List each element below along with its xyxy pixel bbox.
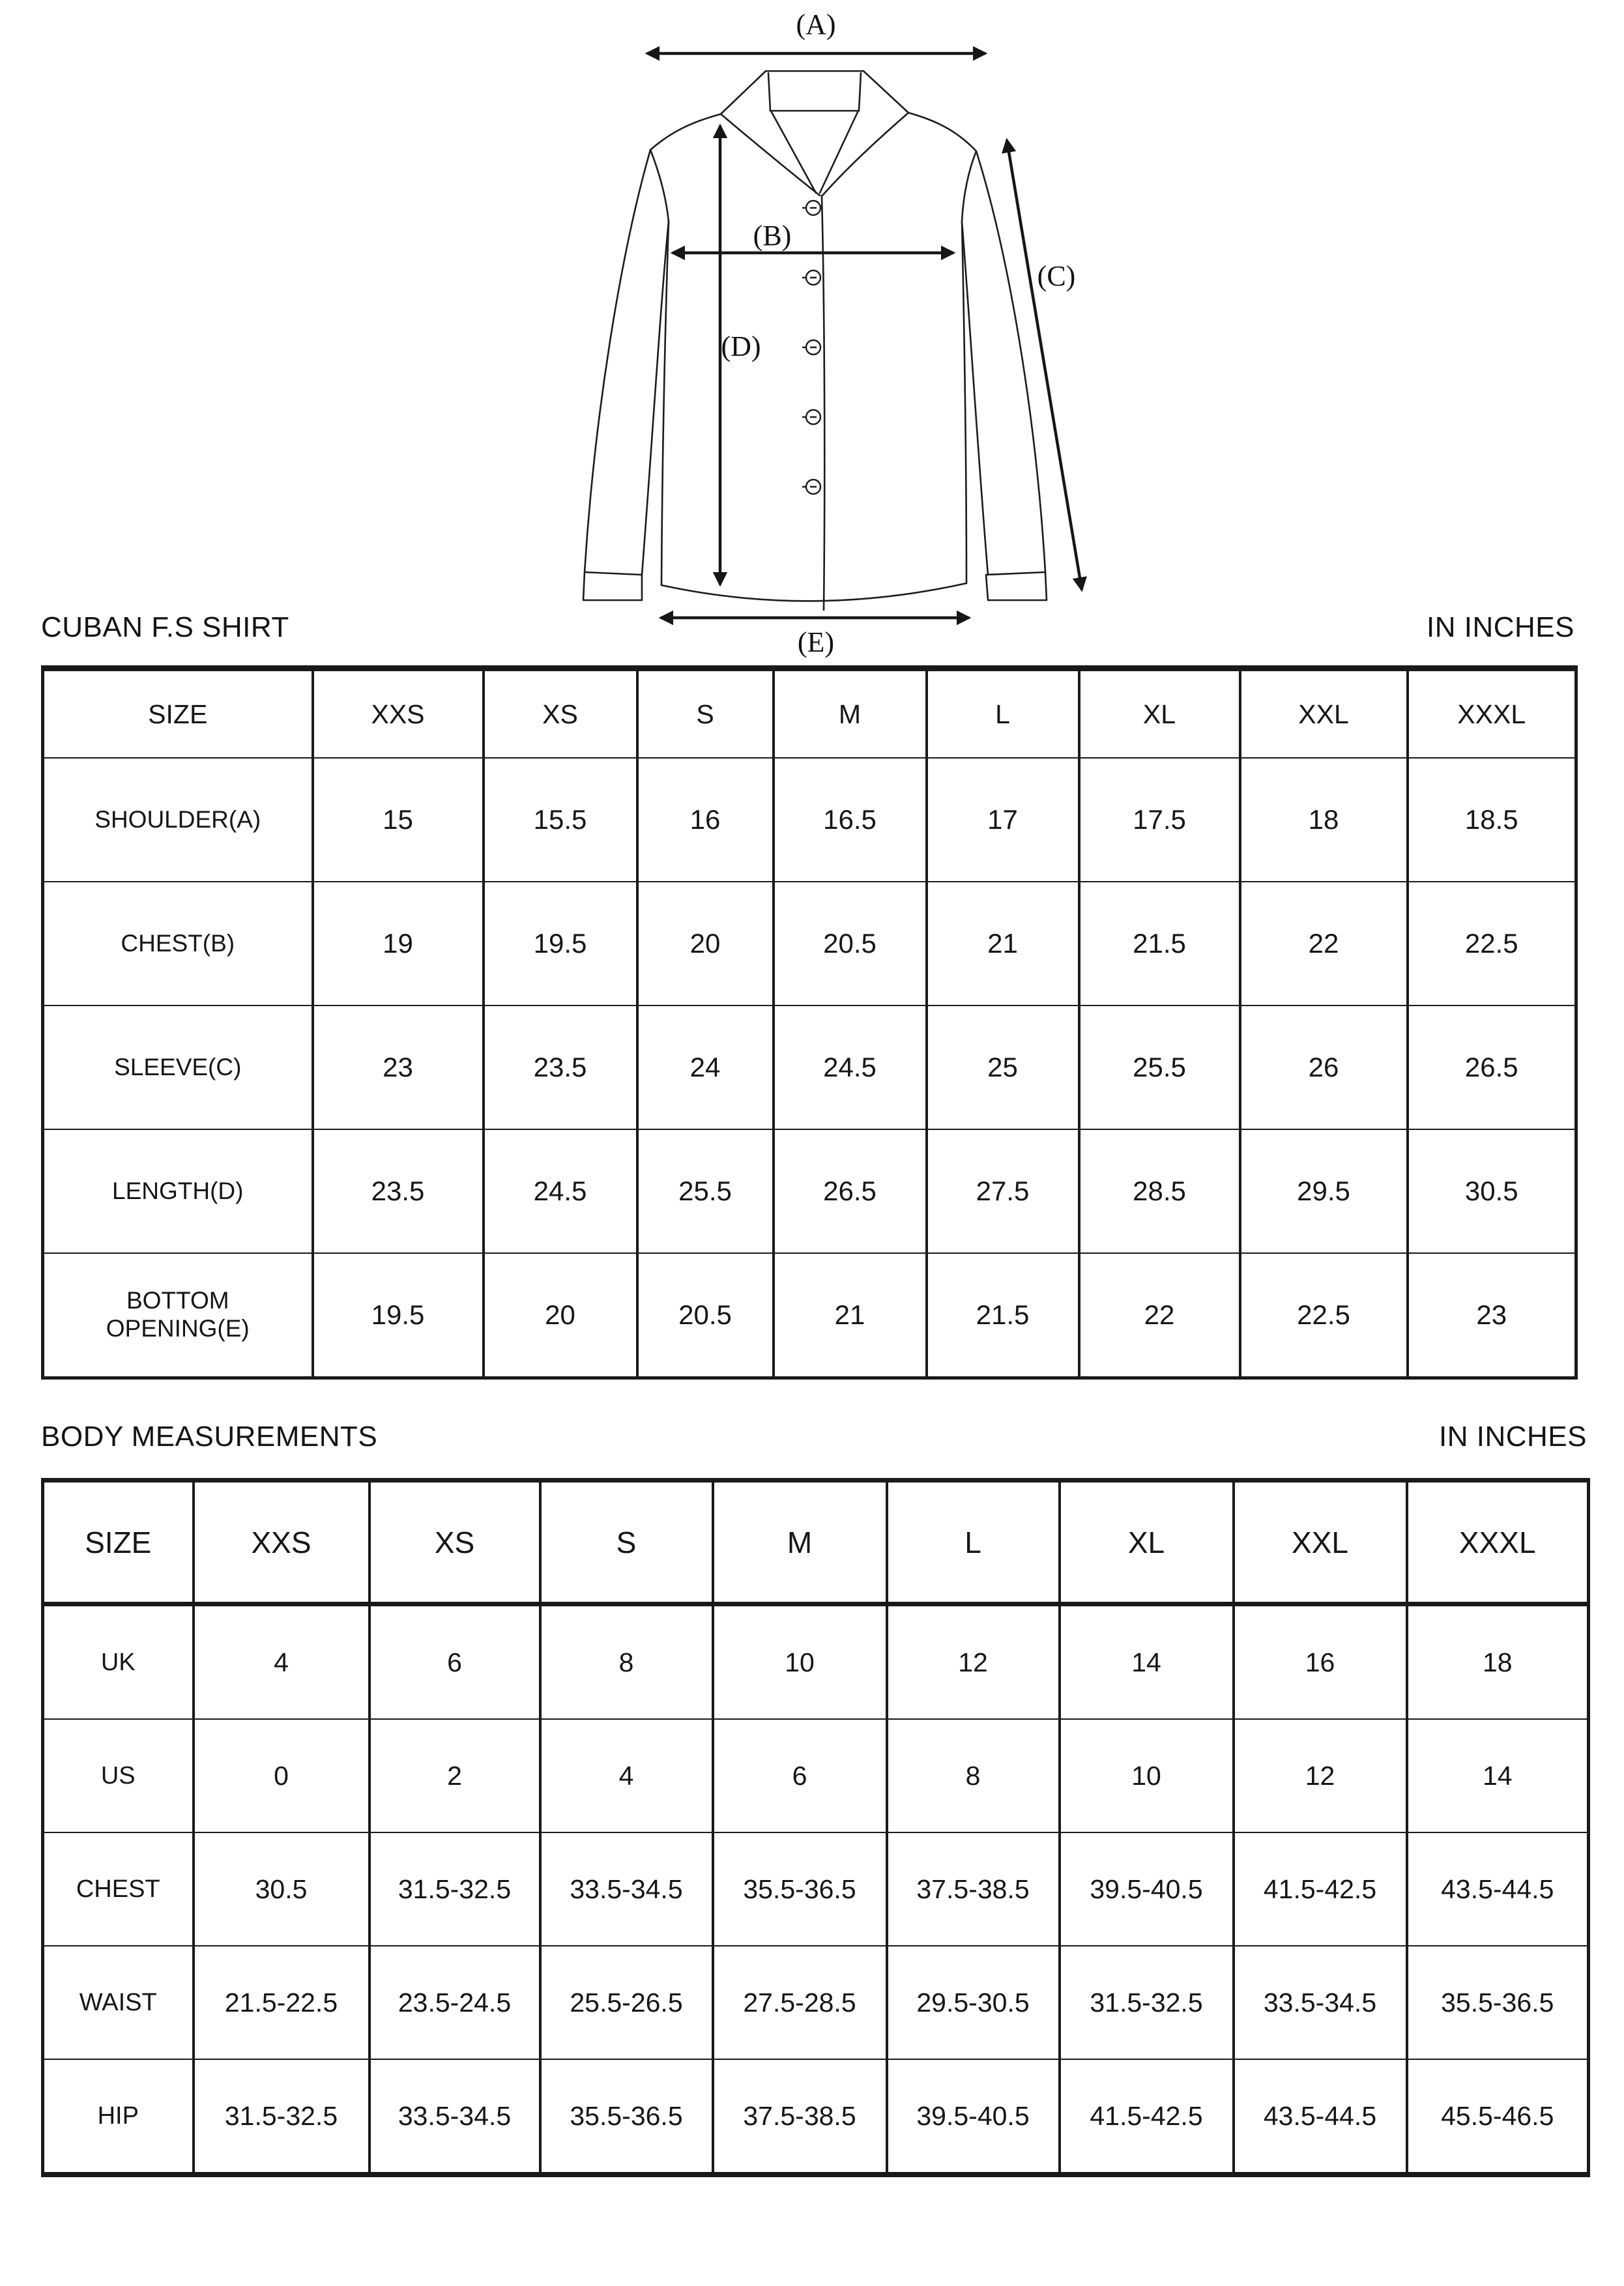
size-column-header: XL [1079, 669, 1240, 759]
shirt-table-caption [41, 611, 1574, 644]
table-row [43, 1604, 1589, 1720]
measurement-cell: 18 [1240, 758, 1408, 882]
measurement-cell: 33.5-34.5 [1234, 1946, 1407, 2059]
measurement-cell: 45.5-46.5 [1407, 2059, 1589, 2175]
size-label-header: SIZE [43, 1481, 194, 1604]
measurement-cell: 23.5 [313, 1129, 484, 1253]
measurement-cell: 25 [927, 1006, 1079, 1129]
measurement-cell: 18.5 [1408, 758, 1576, 882]
header-row [43, 1481, 1589, 1604]
measurement-cell: 25.5 [637, 1129, 774, 1253]
measurement-cell: 21.5 [1079, 882, 1240, 1006]
size-column-header: XS [370, 1481, 540, 1604]
size-column-header: XL [1060, 1481, 1234, 1604]
measurement-cell: 10 [1060, 1719, 1234, 1832]
measurement-cell: 20 [484, 1253, 637, 1378]
table-row [43, 1832, 1589, 1946]
measurement-cell: 28.5 [1079, 1129, 1240, 1253]
measurement-cell: 14 [1407, 1719, 1589, 1832]
measurement-cell: 20 [637, 882, 774, 1006]
measurement-cell: 22.5 [1240, 1253, 1408, 1378]
button [802, 340, 820, 354]
size-column-header: XS [484, 669, 637, 759]
measurement-cell: 14 [1060, 1604, 1234, 1720]
size-column-header: XXL [1240, 669, 1408, 759]
row-header: LENGTH(D) [43, 1129, 313, 1253]
size-column-header: S [637, 669, 774, 759]
measurement-cell: 26.5 [1408, 1006, 1576, 1129]
size-column-header: XXS [313, 669, 484, 759]
measure-label-d: (D) [721, 330, 761, 362]
measurement-cell: 31.5-32.5 [370, 1832, 540, 1946]
size-column-header: L [887, 1481, 1060, 1604]
measurement-cell: 23.5-24.5 [370, 1946, 540, 2059]
table-row [43, 1719, 1589, 1832]
measurement-cell: 16.5 [774, 758, 927, 882]
measurement-cell: 6 [713, 1719, 887, 1832]
row-header: WAIST [43, 1946, 194, 2059]
size-column-header: S [540, 1481, 713, 1604]
row-header: US [43, 1719, 194, 1832]
measurement-cell: 24.5 [484, 1129, 637, 1253]
shirt-table-title: CUBAN F.S SHIRT [41, 611, 289, 643]
row-header: UK [43, 1604, 194, 1720]
measurement-cell: 39.5-40.5 [1060, 1832, 1234, 1946]
measurement-cell: 12 [1234, 1719, 1407, 1832]
measurement-cell: 26.5 [774, 1129, 927, 1253]
row-header: HIP [43, 2059, 194, 2175]
measure-label-b: (B) [753, 220, 792, 252]
table-row [43, 882, 1576, 1006]
measurement-cell: 4 [540, 1719, 713, 1832]
measurement-cell: 10 [713, 1604, 887, 1720]
measure-label-e: (E) [797, 626, 835, 658]
body-measurements-table [41, 1478, 1590, 2177]
size-column-header: M [713, 1481, 887, 1604]
measurement-cell: 17.5 [1079, 758, 1240, 882]
measurement-cell: 23.5 [484, 1006, 637, 1129]
measurement-cell: 19.5 [313, 1253, 484, 1378]
size-column-header: XXL [1234, 1481, 1407, 1604]
button-row [802, 201, 820, 494]
measurement-cell: 31.5-32.5 [1060, 1946, 1234, 2059]
measurement-cell: 25.5-26.5 [540, 1946, 713, 2059]
measurement-cell: 8 [887, 1719, 1060, 1832]
measurement-cell: 12 [887, 1604, 1060, 1720]
measurement-cell: 25.5 [1079, 1006, 1240, 1129]
header-row [43, 669, 1576, 759]
shirt-table-unit-label: IN INCHES [1427, 611, 1574, 643]
measurement-cell: 0 [194, 1719, 370, 1832]
measurement-cell: 21 [774, 1253, 927, 1378]
measurement-cell: 30.5 [194, 1832, 370, 1946]
measurement-cell: 43.5-44.5 [1407, 1832, 1589, 1946]
measurement-cell: 20.5 [637, 1253, 774, 1378]
measurement-cell: 24 [637, 1006, 774, 1129]
measurement-cell: 23 [313, 1006, 484, 1129]
measurement-cell: 15.5 [484, 758, 637, 882]
body-table-unit-label: IN INCHES [1439, 1421, 1587, 1453]
row-header: BOTTOM OPENING(E) [43, 1253, 313, 1378]
table-row [43, 1253, 1576, 1378]
table-row [43, 1006, 1576, 1129]
size-column-header: XXXL [1408, 669, 1576, 759]
measurement-cell: 17 [927, 758, 1079, 882]
measurement-cell: 27.5 [927, 1129, 1079, 1253]
measurement-cell: 43.5-44.5 [1234, 2059, 1407, 2175]
row-header: SLEEVE(C) [43, 1006, 313, 1129]
measurement-cell: 21.5-22.5 [194, 1946, 370, 2059]
measurement-cell: 16 [1234, 1604, 1407, 1720]
measurement-cell: 41.5-42.5 [1060, 2059, 1234, 2175]
measurement-cell: 19.5 [484, 882, 637, 1006]
size-label-header: SIZE [43, 669, 313, 759]
measurement-cell: 29.5 [1240, 1129, 1408, 1253]
measurement-cell: 27.5-28.5 [713, 1946, 887, 2059]
table-row [43, 758, 1576, 882]
button [802, 410, 820, 424]
table-row [43, 2059, 1589, 2175]
measurement-cell: 22.5 [1408, 882, 1576, 1006]
measure-label-a: (A) [796, 8, 836, 40]
measurement-cell: 24.5 [774, 1006, 927, 1129]
measurement-cell: 23 [1408, 1253, 1576, 1378]
measurement-cell: 41.5-42.5 [1234, 1832, 1407, 1946]
measurement-cell: 29.5-30.5 [887, 1946, 1060, 2059]
measurement-cell: 37.5-38.5 [713, 2059, 887, 2175]
measurement-cell: 20.5 [774, 882, 927, 1006]
measurement-cell: 31.5-32.5 [194, 2059, 370, 2175]
measurement-cell: 15 [313, 758, 484, 882]
measurement-cell: 33.5-34.5 [540, 1832, 713, 1946]
measurement-cell: 35.5-36.5 [1407, 1946, 1589, 2059]
button [802, 480, 820, 494]
sleeve-arrow-c [1007, 140, 1082, 590]
measurement-cell: 4 [194, 1604, 370, 1720]
measurement-cell: 18 [1407, 1604, 1589, 1720]
row-header: CHEST [43, 1832, 194, 1946]
measurement-cell: 16 [637, 758, 774, 882]
shirt-size-table [41, 665, 1578, 1380]
measurement-cell: 26 [1240, 1006, 1408, 1129]
measure-label-c: (C) [1037, 260, 1076, 292]
size-column-header: XXXL [1407, 1481, 1589, 1604]
measurement-cell: 39.5-40.5 [887, 2059, 1060, 2175]
shirt-measurement-diagram [0, 0, 1624, 665]
body-table-caption [41, 1421, 1587, 1453]
table-row [43, 1946, 1589, 2059]
button [802, 201, 820, 215]
size-column-header: M [774, 669, 927, 759]
row-header: CHEST(B) [43, 882, 313, 1006]
measurement-cell: 35.5-36.5 [713, 1832, 887, 1946]
body-table-title: BODY MEASUREMENTS [41, 1421, 378, 1453]
measurement-cell: 37.5-38.5 [887, 1832, 1060, 1946]
measurement-cell: 19 [313, 882, 484, 1006]
measurement-cell: 22 [1079, 1253, 1240, 1378]
measurement-cell: 2 [370, 1719, 540, 1832]
measurement-cell: 21.5 [927, 1253, 1079, 1378]
row-header: SHOULDER(A) [43, 758, 313, 882]
measurement-cell: 6 [370, 1604, 540, 1720]
measurement-cell: 30.5 [1408, 1129, 1576, 1253]
measurement-cell: 8 [540, 1604, 713, 1720]
button [802, 270, 820, 285]
table-row [43, 1129, 1576, 1253]
measurement-cell: 22 [1240, 882, 1408, 1006]
measurement-cell: 33.5-34.5 [370, 2059, 540, 2175]
measurement-cell: 21 [927, 882, 1079, 1006]
size-column-header: L [927, 669, 1079, 759]
measurement-cell: 35.5-36.5 [540, 2059, 713, 2175]
size-column-header: XXS [194, 1481, 370, 1604]
